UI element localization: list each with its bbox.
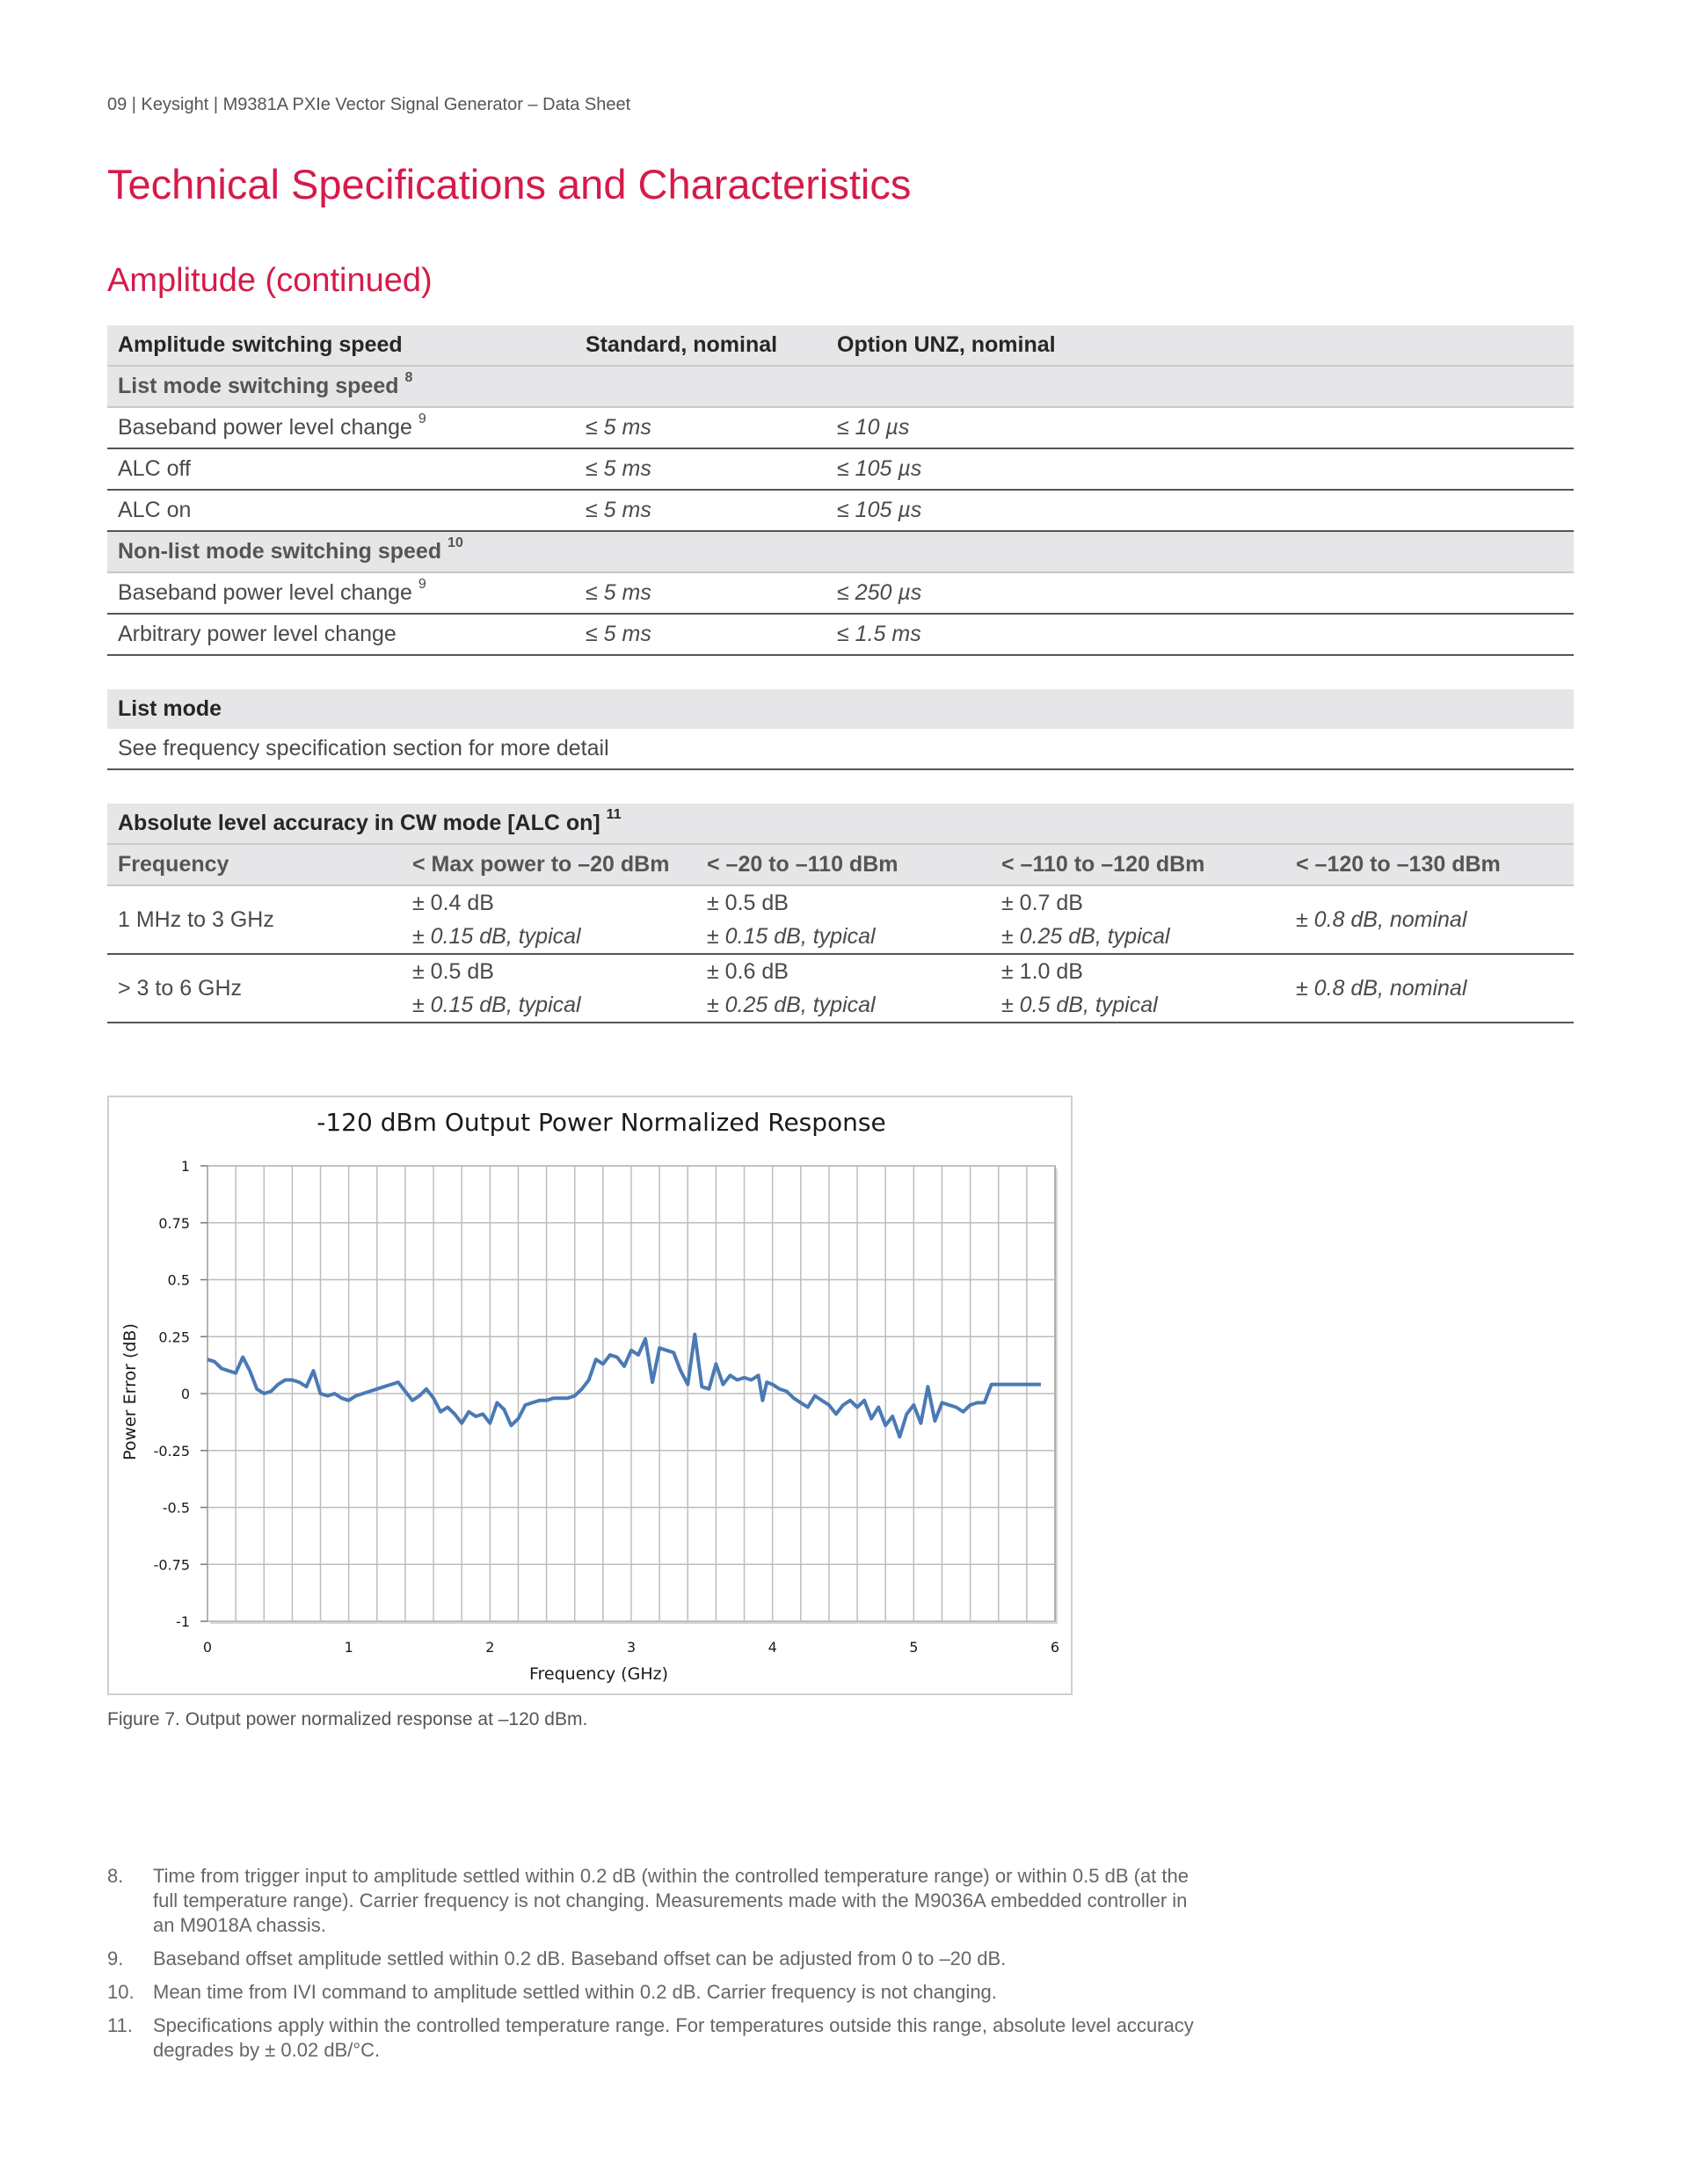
frequency-cell: > 3 to 6 GHz: [107, 954, 402, 1023]
table-row: [107, 885, 1574, 954]
power-error-chart: [109, 1097, 1071, 1693]
unz-value: ≤ 105 µs: [826, 490, 1574, 531]
column-header: < –120 to –130 dBm: [1285, 844, 1574, 885]
y-tick-label: 1: [180, 1158, 190, 1175]
table-row: [107, 954, 1574, 1023]
standard-value: ≤ 5 ms: [575, 490, 826, 531]
table-row: [107, 490, 1574, 531]
footnotes: [107, 1864, 1197, 2071]
column-header: < Max power to –20 dBm: [402, 844, 696, 885]
unz-value: ≤ 250 µs: [826, 572, 1574, 614]
x-tick-label: 1: [344, 1639, 353, 1656]
list-mode-text: See frequency specification section for more detail: [107, 729, 1574, 769]
table-header-row: [107, 804, 1574, 844]
table-header-row: [107, 325, 1574, 366]
table-row: [107, 729, 1574, 769]
footnote: 10. Mean time from IVI command to amplitude settled within 0.2 dB. Carrier frequency is not changing.: [107, 1981, 997, 2003]
y-tick-label: 0.5: [167, 1271, 190, 1289]
subheader-row: [107, 531, 1574, 572]
row-label: Arbitrary power level change: [107, 614, 575, 655]
accuracy-cell: ± 0.8 dB, nominal: [1285, 885, 1574, 954]
footnote: 9. Baseband offset amplitude settled within 0.2 dB. Baseband offset can be adjusted from 0 to –20 dB.: [107, 1947, 1007, 1969]
figure-caption: Figure 7. Output power normalized response at –120 dBm.: [107, 1709, 588, 1729]
y-tick-label: -0.75: [153, 1556, 190, 1574]
row-label: Baseband power level change $^9$: [107, 407, 575, 448]
table-row: [107, 614, 1574, 655]
x-tick-label: 2: [485, 1639, 495, 1656]
y-tick-label: -0.25: [153, 1442, 190, 1460]
footnote: 11. Specifications apply within the controlled temperature range. For temperatures outside this range, absolute level accuracy degrades by ± 0.02 dB/°C.: [107, 2014, 1194, 2061]
x-tick-label: 6: [1050, 1639, 1060, 1656]
section-subtitle: Amplitude (continued): [107, 262, 433, 299]
page-header: 09 | Keysight | M9381A PXIe Vector Signal Generator – Data Sheet: [107, 95, 631, 114]
y-tick-label: -0.5: [162, 1499, 190, 1517]
subheader-row: [107, 366, 1574, 407]
column-header: Option UNZ, nominal: [826, 325, 1574, 366]
x-tick-label: 5: [909, 1639, 919, 1656]
x-tick-label: 4: [768, 1639, 777, 1656]
column-header: Frequency: [107, 844, 402, 885]
switching-speed-table: [107, 325, 1574, 656]
x-tick-label: 3: [626, 1639, 637, 1656]
y-tick-label: 0.25: [158, 1329, 190, 1346]
standard-value: ≤ 5 ms: [575, 407, 826, 448]
accuracy-cell: ± 0.7 dB ± 0.25 dB, typical: [991, 885, 1285, 954]
table-row: [107, 407, 1574, 448]
unz-value: ≤ 105 µs: [826, 448, 1574, 490]
row-label: ALC off: [107, 448, 575, 490]
column-header: Standard, nominal: [575, 325, 826, 366]
chart-frame: [107, 1096, 1073, 1695]
absolute-accuracy-table: [107, 804, 1574, 1023]
nonlist-mode-switching-label: Non-list mode switching speed $^{10}$: [107, 531, 1574, 572]
standard-value: ≤ 5 ms: [575, 572, 826, 614]
list-mode-header: List mode: [107, 689, 1574, 729]
column-header: < –110 to –120 dBm: [991, 844, 1285, 885]
row-label: ALC on: [107, 490, 575, 531]
table-row: [107, 448, 1574, 490]
chart-title: -120 dBm Output Power Normalized Response: [316, 1108, 886, 1137]
accuracy-header: Absolute level accuracy in CW mode [ALC on] $^{11}$: [107, 804, 1574, 844]
unz-value: ≤ 10 µs: [826, 407, 1574, 448]
accuracy-cell: ± 0.5 dB ± 0.15 dB, typical: [402, 954, 696, 1023]
table-row: [107, 572, 1574, 614]
column-header-row: [107, 844, 1574, 885]
frequency-cell: 1 MHz to 3 GHz: [107, 885, 402, 954]
accuracy-cell: ± 0.6 dB ± 0.25 dB, typical: [696, 954, 991, 1023]
standard-value: ≤ 5 ms: [575, 448, 826, 490]
accuracy-cell: ± 0.5 dB ± 0.15 dB, typical: [696, 885, 991, 954]
column-header: Amplitude switching speed: [107, 325, 575, 366]
accuracy-cell: ± 0.4 dB ± 0.15 dB, typical: [402, 885, 696, 954]
accuracy-cell: ± 0.8 dB, nominal: [1285, 954, 1574, 1023]
page-title: Technical Specifications and Characteristics: [107, 161, 912, 207]
accuracy-cell: ± 1.0 dB ± 0.5 dB, typical: [991, 954, 1285, 1023]
y-tick-label: 0.75: [158, 1214, 190, 1232]
y-axis-label: Power Error (dB): [120, 1323, 140, 1460]
y-tick-label: -1: [176, 1613, 190, 1630]
table-header-row: [107, 689, 1574, 729]
x-tick-label: 0: [202, 1639, 213, 1656]
list-mode-table: [107, 689, 1574, 770]
row-label: Baseband power level change $^9$: [107, 572, 575, 614]
x-axis-label: Frequency (GHz): [528, 1664, 669, 1684]
footnote: 8. Time from trigger input to amplitude settled within 0.2 dB (within the controlled temperature range) or within 0.5 dB (at the full temperature range). Carrier frequency is not changing. Measurements made with the M9036A embedded controller in an M9018A chassis.: [107, 1865, 1189, 1936]
list-mode-switching-label: List mode switching speed $^8$: [107, 366, 1574, 407]
standard-value: ≤ 5 ms: [575, 614, 826, 655]
y-tick-label: 0: [180, 1386, 190, 1402]
column-header: < –20 to –110 dBm: [696, 844, 991, 885]
unz-value: ≤ 1.5 ms: [826, 614, 1574, 655]
